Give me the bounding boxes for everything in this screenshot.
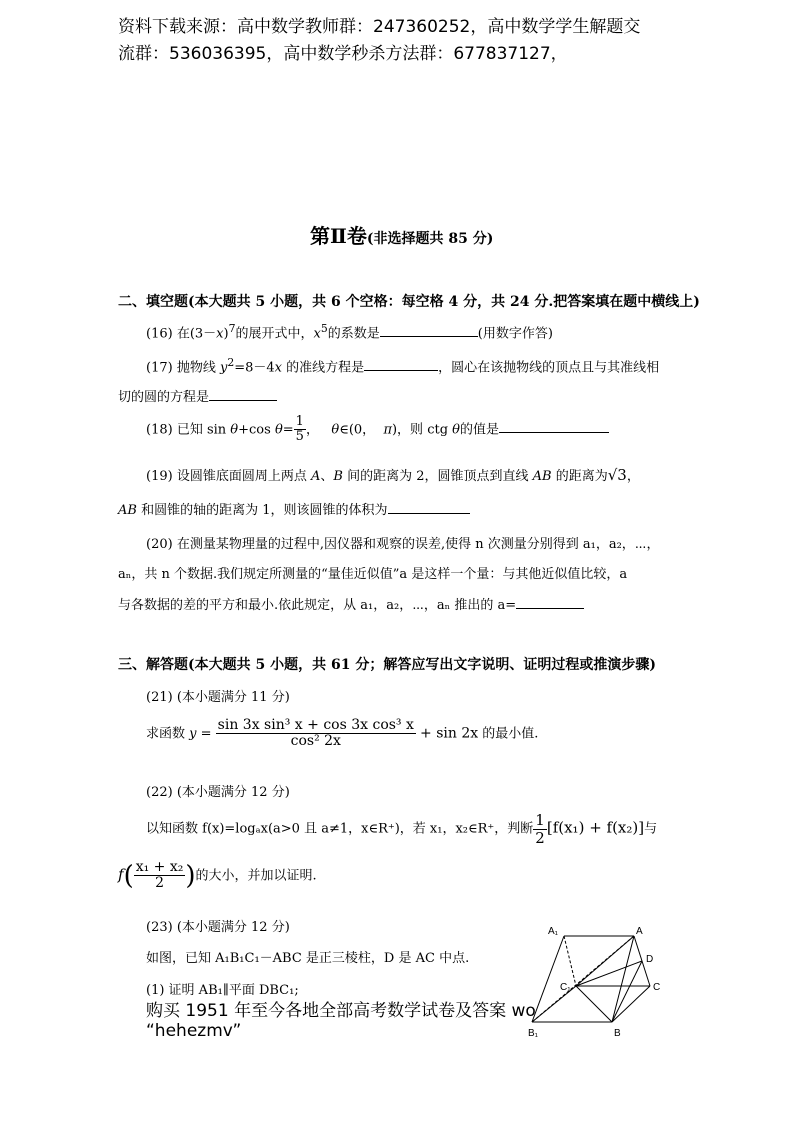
q18-pi: π — [383, 422, 392, 438]
q18-text-e: ∈(0， — [339, 422, 376, 438]
question-23-line-1: 如图，已知 A₁B₁C₁－ABC 是正三棱柱，D 是 AC 中点. — [146, 951, 470, 966]
q22-frac-num: x₁ + x₂ — [135, 859, 184, 875]
label-c1: C₁ — [560, 982, 571, 993]
q19-number: (19) — [146, 469, 173, 484]
q18-theta: θ — [230, 422, 239, 438]
q17-text-b: =8－4 — [234, 360, 275, 376]
q17-text-c: 的准线方程是 — [282, 360, 365, 376]
q21-frac-den: cos² 2x — [290, 733, 341, 750]
q22-half — [533, 812, 547, 846]
q18-text-d: ， — [305, 422, 319, 438]
q17-answer-blank-2[interactable] — [209, 388, 277, 401]
q18-fraction — [294, 415, 306, 445]
q22-fn: f — [118, 865, 124, 884]
question-22-line-2 — [118, 860, 317, 892]
title-sub: (非选择题共 85 分) — [366, 231, 494, 247]
question-23-line-2: (1) 证明 AB₁∥平面 DBC₁; — [146, 983, 299, 998]
q19-text-b: 、 — [320, 469, 334, 484]
question-21 — [146, 718, 538, 750]
edge-c-b — [612, 986, 650, 1022]
q20-number: (20) — [146, 537, 173, 552]
q16-exp5: 5 — [320, 322, 328, 335]
q22-rparen: ) — [185, 860, 196, 891]
q21-var-y: y — [189, 726, 197, 742]
q21-text-c: 的最小值. — [478, 726, 539, 742]
q22-number: (22) — [146, 785, 173, 800]
q18-number: (18) — [146, 422, 173, 438]
title-main: 第Ⅱ卷 — [310, 224, 367, 248]
q16-number: (16) — [146, 326, 173, 342]
q16-text: 在(3－ — [176, 326, 217, 342]
q16-text-c: 的展开式中， — [235, 326, 314, 342]
edge-c1-b — [576, 986, 612, 1022]
q19-point-b: B — [333, 469, 343, 484]
section-title — [310, 220, 493, 249]
q17-text-d: ，圆心在该抛物线的顶点且与其准线相 — [438, 360, 660, 376]
question-21-header — [146, 686, 290, 705]
question-20 — [146, 533, 660, 552]
q22-half-den: 2 — [535, 828, 545, 847]
q17-line2-text: 切的圆的方程是 — [118, 390, 210, 405]
q16-text-d: 的系数是 — [327, 326, 380, 342]
q18-frac-num: 1 — [295, 414, 304, 429]
q21-score: (本小题满分 11 分) — [176, 690, 290, 705]
prism-figure — [526, 924, 676, 1046]
question-23-header — [146, 916, 290, 935]
q18-text-b: +cos — [238, 422, 275, 438]
q19-text: 设圆锥底面圆周上两点 — [176, 469, 311, 484]
q22-line-1-end: 与 — [644, 821, 658, 837]
label-a: A — [636, 926, 643, 937]
q22-frac-den: 2 — [155, 875, 164, 892]
q18-text-g: 的值是 — [459, 422, 499, 438]
q19-line2-ab: AB — [118, 503, 137, 518]
q23-number: (23) — [146, 920, 173, 935]
question-16 — [146, 322, 553, 341]
q19-point-a: A — [310, 469, 321, 484]
q18-text-c: = — [282, 422, 294, 438]
q16-var-x2: x — [313, 326, 321, 342]
section-2-heading: 二、填空题(本大题共 5 小题，共 6 个空格：每空格 4 分，共 24 分.把答案填在题中横线上) — [118, 294, 700, 310]
q22-line-2-text: 的大小，并加以证明. — [195, 868, 317, 884]
q20-line-3-text: 与各数据的差的平方和最小.依此规定，从 a₁，a₂，⋯，aₙ 推出的 a= — [118, 598, 517, 613]
q19-text-d: 的距离为 — [551, 469, 608, 484]
q19-sqrt: √3 — [607, 466, 627, 484]
label-b1: B₁ — [528, 1028, 539, 1039]
q20-line-1: 在测量某物理量的过程中,因仪器和观察的误差,使得 n 次测量分别得到 a₁，a₂，⋯， — [176, 537, 660, 552]
q18-theta-3: θ — [331, 422, 340, 438]
q21-fraction — [216, 718, 416, 750]
q22-half-num: 1 — [535, 811, 545, 829]
question-20-line-3 — [118, 594, 584, 613]
question-22-line-1 — [146, 812, 657, 846]
q19-text-e: ， — [626, 469, 640, 484]
question-18 — [146, 415, 609, 445]
header-line-2: 流群：536036395，高中数学秒杀方法群：677837127， — [118, 44, 568, 64]
q17-answer-blank-1[interactable] — [364, 358, 438, 371]
footer-line-2: “hehezmv” — [146, 1021, 242, 1041]
q18-answer-blank[interactable] — [499, 420, 609, 433]
q21-frac-num: sin 3x sin³ x + cos 3x cos³ x — [217, 717, 414, 733]
footer-line-1: 购买 1951 年至今各地全部高考数学试卷及答案 wo — [146, 1001, 536, 1021]
q22-lparen: ( — [123, 860, 134, 891]
question-19-line-2 — [118, 499, 470, 518]
q19-answer-blank[interactable] — [388, 501, 470, 514]
q23-score: (本小题满分 12 分) — [176, 920, 290, 935]
q16-text-e: (用数字作答) — [477, 326, 553, 342]
header-line-1: 资料下载来源：高中数学教师群：247360252，高中数学学生解题交 — [118, 17, 641, 37]
q16-exp: 7 — [228, 322, 236, 335]
q19-text-c: 间的距离为 2，圆锥顶点到直线 — [342, 469, 533, 484]
q19-line2-text: 和圆锥的轴的距离为 1，则该圆锥的体积为 — [136, 503, 388, 518]
question-22-header — [146, 781, 290, 800]
q18-text: 已知 sin — [176, 422, 231, 438]
edge-a-b — [612, 936, 634, 1022]
q21-text: 求函数 — [146, 726, 190, 742]
q17-exp: 2 — [227, 356, 235, 369]
label-b: B — [614, 1028, 621, 1039]
q17-text: 抛物线 — [176, 360, 220, 376]
q18-frac-den: 5 — [295, 429, 304, 445]
q22-fraction — [134, 860, 186, 892]
q16-text-b: ) — [223, 326, 229, 342]
label-c: C — [653, 982, 661, 993]
question-19 — [146, 465, 640, 484]
edge-a1-c1 — [564, 936, 576, 986]
q16-var-x: x — [216, 326, 224, 342]
q16-answer-blank[interactable] — [380, 324, 478, 337]
q19-line-ab: AB — [532, 469, 552, 484]
q18-text-f: )，则 ctg — [391, 422, 453, 438]
edge-c1-a — [576, 936, 634, 986]
q18-theta-2: θ — [274, 422, 283, 438]
q18-theta-4: θ — [452, 422, 460, 438]
label-d: D — [646, 954, 654, 965]
question-17-line-2 — [118, 386, 277, 405]
q22-score: (本小题满分 12 分) — [176, 785, 290, 800]
question-20-line-2: aₙ，共 n 个数据.我们规定所测量的“量佳近似值”a 是这样一个量：与其他近似值比较，a — [118, 567, 628, 582]
q21-eq: = — [196, 726, 216, 742]
q22-line-1-text: 以知函数 f(x)=logₐx(a>0 且 a≠1，x∈R⁺)，若 x₁，x₂∈R⁺，判断 — [146, 821, 534, 837]
label-a1: A₁ — [548, 926, 559, 937]
q17-number: (17) — [146, 360, 173, 376]
q17-var-x: x — [274, 360, 282, 376]
section-3-heading: 三、解答题(本大题共 5 小题，共 61 分；解答应写出文字说明、证明过程或推演步骤) — [118, 657, 656, 673]
question-17 — [146, 356, 659, 375]
q21-text-b: + sin 2x — [420, 725, 479, 742]
q21-number: (21) — [146, 690, 173, 705]
q20-answer-blank[interactable] — [516, 596, 584, 609]
q17-var-y: y — [219, 360, 228, 376]
q22-bracket: [f(x₁) + f(x₂)] — [546, 818, 645, 837]
